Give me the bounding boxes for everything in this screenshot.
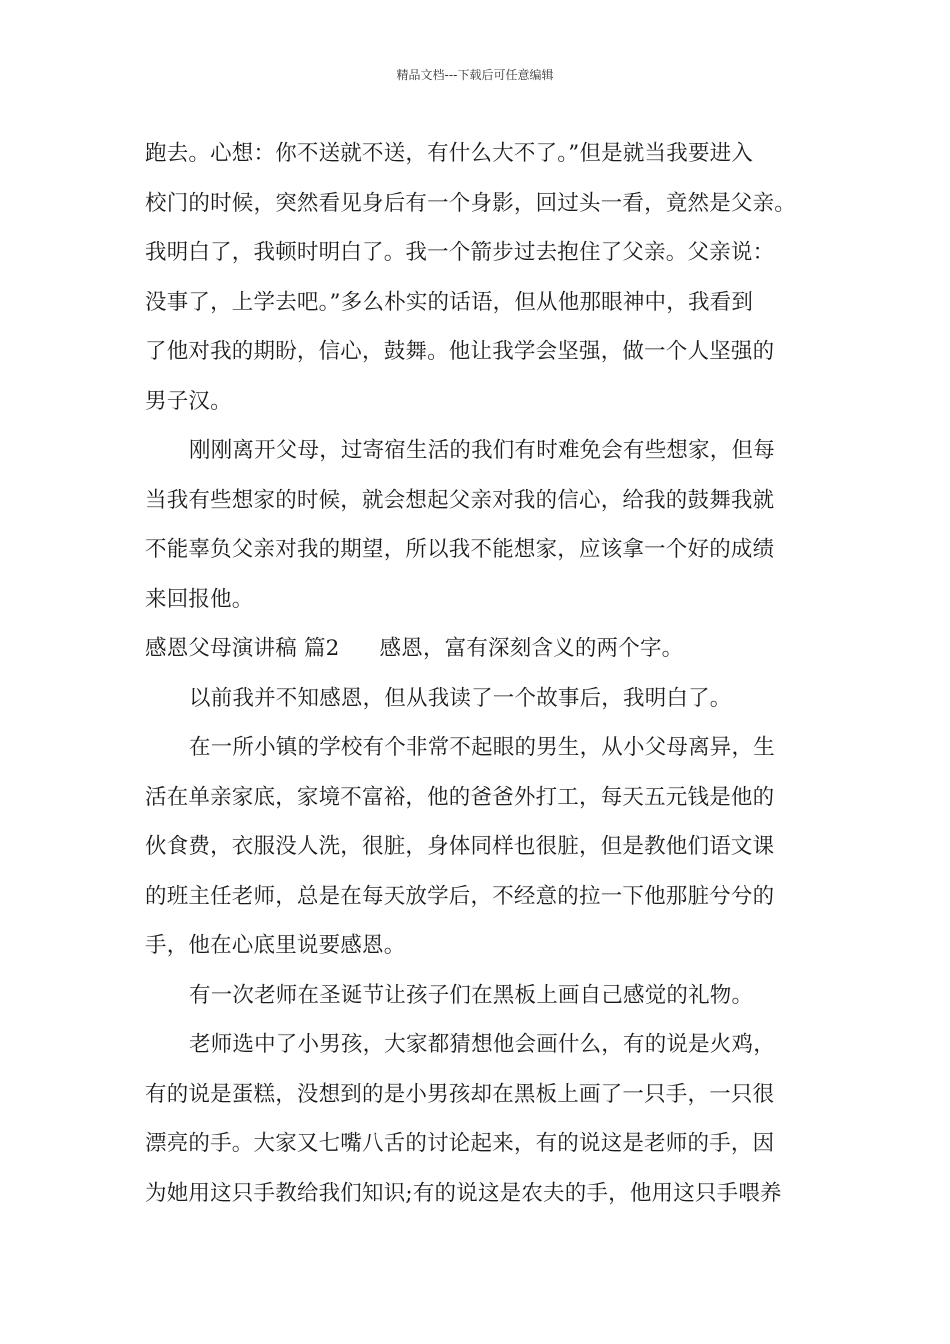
paragraph-line: 校门的时候，突然看见身后有一个身影，回过头一看，竟然是父亲。 (145, 190, 797, 216)
page-header: 精品文档---下载后可任意编辑 (396, 68, 554, 82)
paragraph-line: 漂亮的手。大家又七嘴八舌的讨论起来，有的说这是老师的手，因 (145, 1131, 775, 1156)
heading-number: 篇2 (303, 636, 340, 661)
paragraph-line: 伙食费，衣服没人洗，很脏，身体同样也很脏，但是教他们语文课 (145, 834, 775, 859)
paragraph-line: 在一所小镇的学校有个非常不起眼的男生，从小父母离异，生 (189, 735, 775, 760)
paragraph-line: 的班主任老师，总是在每天放学后，不经意的拉一下他那脏兮兮的 (145, 883, 775, 909)
paragraph-line: 了他对我的期盼，信心，鼓舞。他让我学会坚强，做一个人坚强的 (145, 339, 775, 364)
paragraph-line: 刚刚离开父母，过寄宿生活的我们有时难免会有些想家，但每 (189, 438, 775, 463)
paragraph-line: 老师选中了小男孩，大家都猜想他会画什么，有的说是火鸡， (189, 1032, 775, 1057)
paragraph-line: 没事了，上学去吧。”多么朴实的话语，但从他那眼神中，我看到 (145, 289, 754, 315)
paragraph-line: 不能辜负父亲对我的期望，所以我不能想家，应该拿一个好的成绩 (145, 537, 775, 562)
paragraph-line: 活在单亲家底，家境不富裕，他的爸爸外打工，每天五元钱是他的 (145, 784, 775, 810)
paragraph-line: 以前我并不知感恩，但从我读了一个故事后，我明白了。 (189, 685, 732, 711)
section-heading (145, 624, 825, 674)
paragraph-line: 来回报他。 (145, 586, 254, 612)
paragraph-line: 有的说是蛋糕，没想到的是小男孩却在黑板上画了一只手，一只很 (145, 1081, 775, 1107)
paragraph-line: 当我有些想家的时候，就会想起父亲对我的信心，给我的鼓舞我就 (145, 487, 775, 513)
paragraph-line: 为她用这只手教给我们知识;有的说这是农夫的手，他用这只手喂养 (145, 1180, 782, 1206)
paragraph-line: 男子汉。 (145, 388, 232, 414)
paragraph-line: 有一次老师在圣诞节让孩子们在黑板上画自己感觉的礼物。 (189, 982, 754, 1008)
heading-lead: 感恩，富有深刻含义的两个字。 (379, 636, 684, 661)
document-body (145, 129, 825, 1218)
paragraph-line: 手，他在心底里说要感恩。 (145, 933, 406, 958)
paragraph-line: 我明白了，我顿时明白了。我一个箭步过去抱住了父亲。父亲说： (145, 240, 775, 265)
heading-title: 感恩父母演讲稿 (145, 636, 297, 661)
paragraph-line: 跑去。心想：你不送就不送，有什么大不了。”但是就当我要进入 (145, 141, 754, 166)
